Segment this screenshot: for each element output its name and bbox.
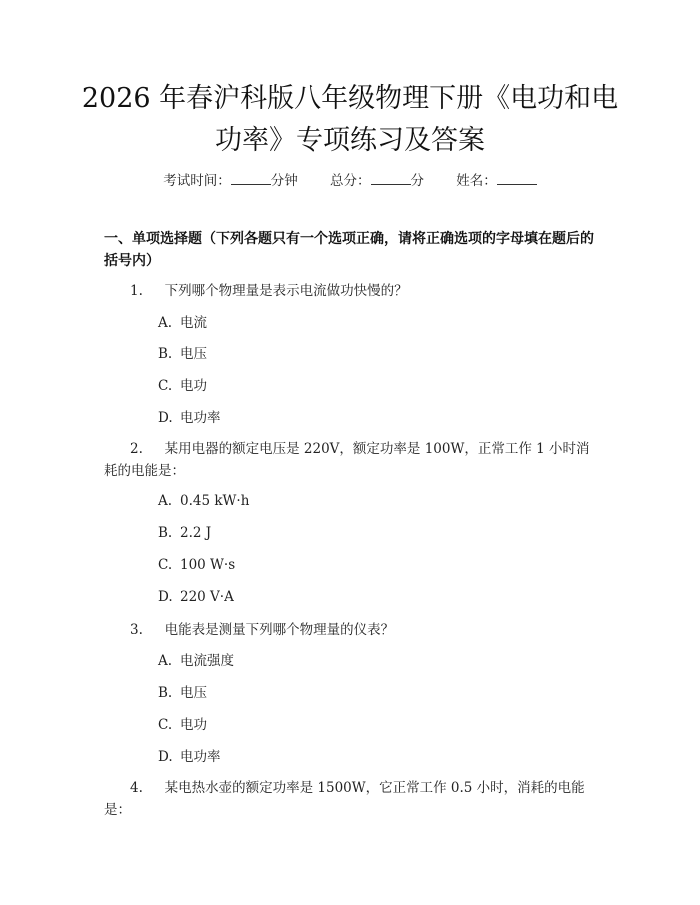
question-number: 1. [130, 283, 143, 299]
exam-info [0, 169, 700, 189]
option-item [158, 523, 211, 543]
option-item [158, 313, 207, 333]
score-label: 总分： [330, 173, 371, 189]
name-blank [497, 174, 537, 185]
option-text: 电压 [180, 346, 207, 362]
option-text: 电功 [180, 378, 207, 394]
option-text: 电流强度 [180, 653, 234, 669]
exam-name [456, 173, 537, 189]
question-stem: 某用电器的额定电压是 220V，额定功率是 100W，正常工作 1 小时消耗的电能是： [104, 441, 590, 479]
option-letter: C. [158, 557, 173, 573]
option-letter: A. [158, 315, 173, 331]
option-letter: A. [158, 493, 173, 509]
option-letter: D. [158, 410, 173, 426]
question-stem: 电能表是测量下列哪个物理量的仪表？ [164, 622, 395, 638]
option-text: 2.2 J [180, 525, 212, 541]
option-text: 电压 [180, 685, 207, 701]
option-text: 100 W·s [180, 557, 236, 573]
option-text: 220 V·A [180, 589, 234, 605]
time-label: 考试时间： [163, 173, 231, 189]
score-blank [371, 174, 411, 185]
option-item [158, 408, 221, 428]
section-heading: 一、单项选择题（下列各题只有一个选项正确，请将正确选项的字母填在题后的括号内） [104, 231, 594, 269]
score-unit: 分 [410, 173, 424, 189]
option-text: 0.45 kW·h [180, 493, 250, 509]
option-letter: D. [158, 589, 173, 605]
question-2 [104, 438, 600, 482]
option-letter: C. [158, 378, 173, 394]
option-item [158, 376, 207, 396]
exam-time [163, 173, 298, 189]
option-letter: A. [158, 653, 173, 669]
option-text: 电流 [180, 315, 207, 331]
option-letter: D. [158, 749, 173, 765]
name-label: 姓名： [456, 173, 497, 189]
option-letter: C. [158, 717, 173, 733]
title-line-2: 功率》专项练习及答案 [215, 125, 485, 156]
question-number: 3. [130, 622, 143, 638]
option-text: 电功 [180, 717, 207, 733]
option-item [158, 651, 234, 671]
option-text: 电功率 [180, 749, 221, 765]
option-item [158, 747, 221, 767]
option-item [158, 555, 235, 575]
question-4 [104, 777, 600, 821]
option-item [158, 715, 207, 735]
title-line-1: 2026 年春沪科版八年级物理下册《电功和电 [81, 83, 619, 114]
question-stem: 某电热水壶的额定功率是 1500W，它正常工作 0.5 小时，消耗的电能是： [104, 780, 585, 818]
time-unit: 分钟 [270, 173, 298, 189]
option-item [158, 587, 234, 607]
option-letter: B. [158, 685, 173, 701]
question-stem: 下列哪个物理量是表示电流做功快慢的？ [164, 283, 408, 299]
option-letter: B. [158, 346, 173, 362]
option-text: 电功率 [180, 410, 221, 426]
exam-score [330, 173, 424, 189]
document-title [60, 78, 640, 162]
question-number: 2. [130, 441, 143, 457]
option-item [158, 683, 207, 703]
time-blank [231, 174, 271, 185]
option-item [158, 491, 249, 511]
question-3 [104, 619, 600, 641]
question-number: 4. [130, 780, 143, 796]
option-letter: B. [158, 525, 173, 541]
question-1 [104, 280, 600, 302]
option-item [158, 344, 207, 364]
